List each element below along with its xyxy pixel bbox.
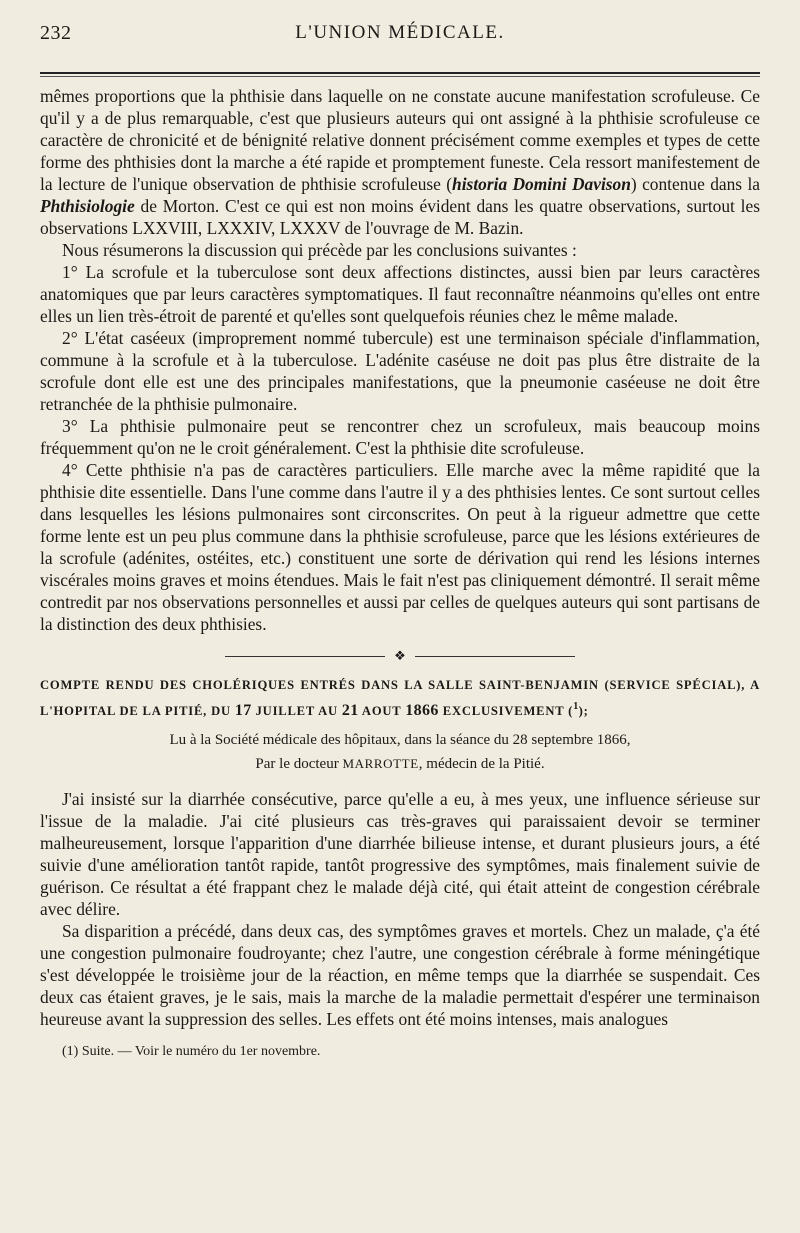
footnote-ref: 1 xyxy=(573,701,579,712)
conclusion-1: 1° La scrofule et la tuberculose sont deux affections distinctes, aussi bien par leurs caractères anatomiques que par leurs caractères symptomatiques. Il faut reconnaître néanmoins qu'elles ont entre elles un lien très-étroit de parenté et qu'elles sont quelquefois réunies chez le même malade. xyxy=(40,262,760,326)
section-credit xyxy=(40,728,760,776)
paragraph: Nous résumerons la discussion qui précède par les conclusions suivantes : xyxy=(62,240,577,260)
page-number: 232 xyxy=(40,22,72,44)
reading-note: Lu à la Société médicale des hôpitaux, dans la séance du 28 septembre 1866, xyxy=(169,732,631,748)
section-divider xyxy=(40,649,760,663)
author-line: Par le docteur MARROTTE, médecin de la Pitié. xyxy=(255,756,545,772)
footnote: (1) Suite. — Voir le numéro du 1er novembre. xyxy=(62,1044,321,1059)
conclusion-4: 4° Cette phthisie n'a pas de caractères particuliers. Elle marche avec la même rapidité que la phthisie dite essentielle. Dans l'une comme dans l'autre il y a des phthisies lentes. Ce sont surtout celles dans lesquelles les lésions pulmonaires sont circonscrites. On peut à la rigueur admettre que cette forme lente est un peu plus commune dans la phthisie scrofuleuse, parce que les lésions extérieures de la scrofule (adénites, ostéites, etc.) constituent une sorte de dérivation qui rend les lésions internes viscérales moins graves et moins étendues. Mais le fait n'est pas cliniquement démontré. Il serait même contredit par nos observations personnelles et aussi par celles de quelques auteurs qui sont partisans de la distinction des deux phthisies. xyxy=(40,460,760,634)
section-body xyxy=(40,788,760,1030)
paragraph: Sa disparition a précédé, dans deux cas, des symptômes graves et mortels. Chez un malade, ç'a été une congestion pulmonaire foudroyante; chez l'autre, une congestion cérébrale à forme méningétique s'est développée le troisième jour de la réaction, en même temps que la diarrhée se suspendait. Ces deux cas étaient graves, je le sais, mais la marche de la maladie permettait d'espérer une terminaison heureuse avant la suppression des selles. Les effets ont été moins intenses, mais analogues xyxy=(40,921,760,1029)
header-rule-thin xyxy=(40,76,760,77)
page-header xyxy=(40,22,760,52)
paragraph: mêmes proportions que la phthisie dans laquelle on ne constate aucune manifestation scrofuleuse. Ce qu'il y a de plus remarquable, c'est que plusieurs auteurs qui ont assigné à la phthisie scrofuleuse ce caractère de chronicité et de bénignité relative donnent précisément comme exemples et types de cette forme des phthisies dont la marche a été rapide et promptement funeste. Cela ressort manifestement de la lecture de l'unique observation de phthisie scrofuleuse (historia Domini Davison) contenue dans la Phthisiologie de Morton. C'est ce qui est non moins évident dans les quatre observations, surtout les observations LXXVIII, LXXXIV, LXXXV de l'ouvrage de M. Bazin. xyxy=(40,86,760,238)
header-rule xyxy=(40,72,760,74)
author-name: MARROTTE xyxy=(342,756,419,771)
journal-title: L'UNION MÉDICALE. xyxy=(295,22,505,43)
italic-citation: historia Domini Davison xyxy=(452,174,631,194)
divider-ornament-icon: ❖ xyxy=(394,648,406,663)
article-continuation xyxy=(40,85,760,635)
conclusion-3: 3° La phthisie pulmonaire peut se rencontrer chez un scrofuleux, mais beaucoup moins fréquemment qu'on ne le croit généralement. C'est la phthisie dite scrofuleuse. xyxy=(40,416,760,458)
paragraph: J'ai insisté sur la diarrhée consécutive, parce qu'elle a eu, à mes yeux, une influence sérieuse sur l'issue de la maladie. J'ai cité plusieurs cas très-graves qui paraissaient devoir se terminer malheureusement, lorsque l'apparition d'une diarrhée bilieuse intense, et durant plusieurs jours, a été suivie d'une amélioration tantôt rapide, tantôt progressive des symptômes, mais finalement suivie de guérison. Ce résultat a été frappant chez le malade déjà cité, qui était atteint de congestion cérébrale avec délire. xyxy=(40,789,760,919)
italic-title: Phthisiologie xyxy=(40,196,135,216)
section-heading: COMPTE RENDU DES CHOLÉRIQUES ENTRÉS DANS LA SALLE SAINT-BENJAMIN (SERVICE SPÉCIAL), A L'HOPITAL DE LA PITIÉ, DU 17 JUILLET AU 21 AOUT 1866 EXCLUSIVEMENT ($^1$); xyxy=(40,678,760,719)
conclusion-2: 2° L'état caséeux (improprement nommé tubercule) est une terminaison spéciale d'inflammation, commune à la scrofule et à la tuberculose. L'adénite caséuse ne doit pas plus être distraite de la scrofule dont elle est une des principales manifestations, que la pneumonie caséeuse ne doit être retranchée de la phthisie pulmonaire. xyxy=(40,328,760,414)
